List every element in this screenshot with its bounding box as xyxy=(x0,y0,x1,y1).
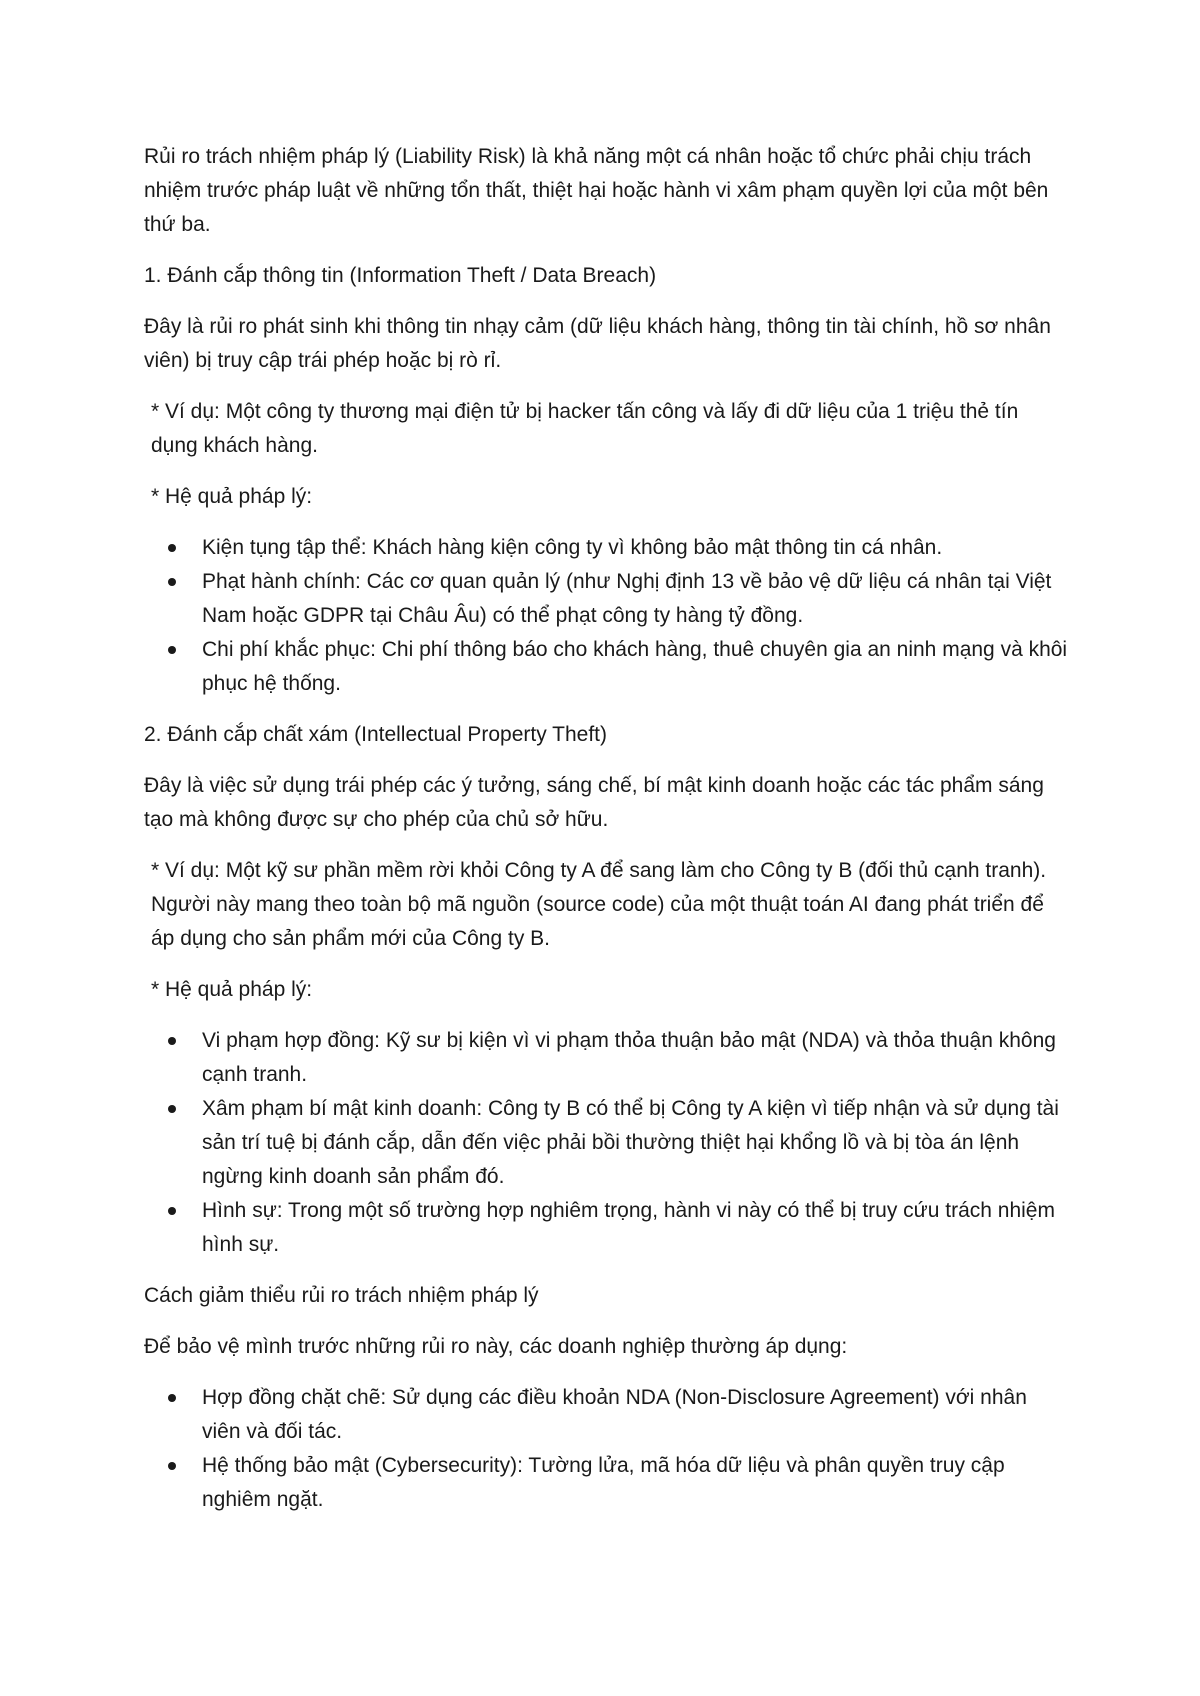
intro-paragraph: Rủi ro trách nhiệm pháp lý (Liability Risk) là khả năng một cá nhân hoặc tổ chức phải chịu trách nhiệm trước pháp luật về những tổn thất, thiệt hại hoặc hành vi xâm phạm quyền lợi của một bên thứ ba. xyxy=(144,145,1049,236)
list-item xyxy=(144,633,1069,701)
list-item xyxy=(144,565,1069,633)
list-item-text: Chi phí khắc phục: Chi phí thông báo cho khách hàng, thuê chuyên gia an ninh mạng và khôi phục hệ thống. xyxy=(202,638,1068,695)
bullet-icon xyxy=(168,1394,176,1402)
list-item xyxy=(144,531,1069,565)
section2-heading: 2. Đánh cắp chất xám (Intellectual Property Theft) xyxy=(144,723,608,746)
section2-bullet-list xyxy=(144,1024,1069,1262)
list-item xyxy=(144,1024,1069,1092)
section3-bullet-list xyxy=(144,1381,1069,1517)
section1-bullet-list xyxy=(144,531,1069,701)
list-item-text: Hợp đồng chặt chẽ: Sử dụng các điều khoản NDA (Non-Disclosure Agreement) với nhân viên và đối tác. xyxy=(202,1386,1027,1443)
list-item xyxy=(144,1092,1069,1194)
bullet-icon xyxy=(168,1462,176,1470)
section1-heading: 1. Đánh cắp thông tin (Information Theft / Data Breach) xyxy=(144,264,657,287)
section1-consequence-label: * Hệ quả pháp lý: xyxy=(151,485,313,508)
bullet-icon xyxy=(168,578,176,586)
section3-heading: Cách giảm thiểu rủi ro trách nhiệm pháp lý xyxy=(144,1284,539,1307)
section2-example: * Ví dụ: Một kỹ sư phần mềm rời khỏi Công ty A để sang làm cho Công ty B (đối thủ cạnh tranh). Người này mang theo toàn bộ mã nguồn (source code) của một thuật toán AI đang phát triển để áp dụng cho sản phẩm mới của Công ty B. xyxy=(151,859,1047,950)
list-item-text: Phạt hành chính: Các cơ quan quản lý (như Nghị định 13 về bảo vệ dữ liệu cá nhân tại Việt Nam hoặc GDPR tại Châu Âu) có thể phạt công ty hàng tỷ đồng. xyxy=(202,570,1052,627)
bullet-icon xyxy=(168,1207,176,1215)
section2-description: Đây là việc sử dụng trái phép các ý tưởng, sáng chế, bí mật kinh doanh hoặc các tác phẩm sáng tạo mà không được sự cho phép của chủ sở hữu. xyxy=(144,774,1044,831)
bullet-icon xyxy=(168,544,176,552)
section2-consequence-label: * Hệ quả pháp lý: xyxy=(151,978,313,1001)
bullet-icon xyxy=(168,1037,176,1045)
list-item xyxy=(144,1194,1069,1262)
document-page xyxy=(144,140,1069,1534)
bullet-icon xyxy=(168,646,176,654)
bullet-icon xyxy=(168,1105,176,1113)
list-item-text: Kiện tụng tập thể: Khách hàng kiện công ty vì không bảo mật thông tin cá nhân. xyxy=(202,536,943,559)
section3-lead: Để bảo vệ mình trước những rủi ro này, các doanh nghiệp thường áp dụng: xyxy=(144,1335,848,1358)
list-item-text: Hệ thống bảo mật (Cybersecurity): Tường lửa, mã hóa dữ liệu và phân quyền truy cập nghiêm ngặt. xyxy=(202,1454,1005,1511)
list-item-text: Vi phạm hợp đồng: Kỹ sư bị kiện vì vi phạm thỏa thuận bảo mật (NDA) và thỏa thuận không cạnh tranh. xyxy=(202,1029,1056,1086)
list-item-text: Hình sự: Trong một số trường hợp nghiêm trọng, hành vi này có thể bị truy cứu trách nhiệm hình sự. xyxy=(202,1199,1055,1256)
list-item xyxy=(144,1381,1069,1449)
list-item-text: Xâm phạm bí mật kinh doanh: Công ty B có thể bị Công ty A kiện vì tiếp nhận và sử dụng tài sản trí tuệ bị đánh cắp, dẫn đến việc phải bồi thường thiệt hại khổng lồ và bị tòa án lệnh ngừng kinh doanh sản phẩm đó. xyxy=(202,1097,1059,1188)
section1-description: Đây là rủi ro phát sinh khi thông tin nhạy cảm (dữ liệu khách hàng, thông tin tài chính, hồ sơ nhân viên) bị truy cập trái phép hoặc bị rò rỉ. xyxy=(144,315,1051,372)
section1-example: * Ví dụ: Một công ty thương mại điện tử bị hacker tấn công và lấy đi dữ liệu của 1 triệu thẻ tín dụng khách hàng. xyxy=(151,400,1019,457)
list-item xyxy=(144,1449,1069,1517)
